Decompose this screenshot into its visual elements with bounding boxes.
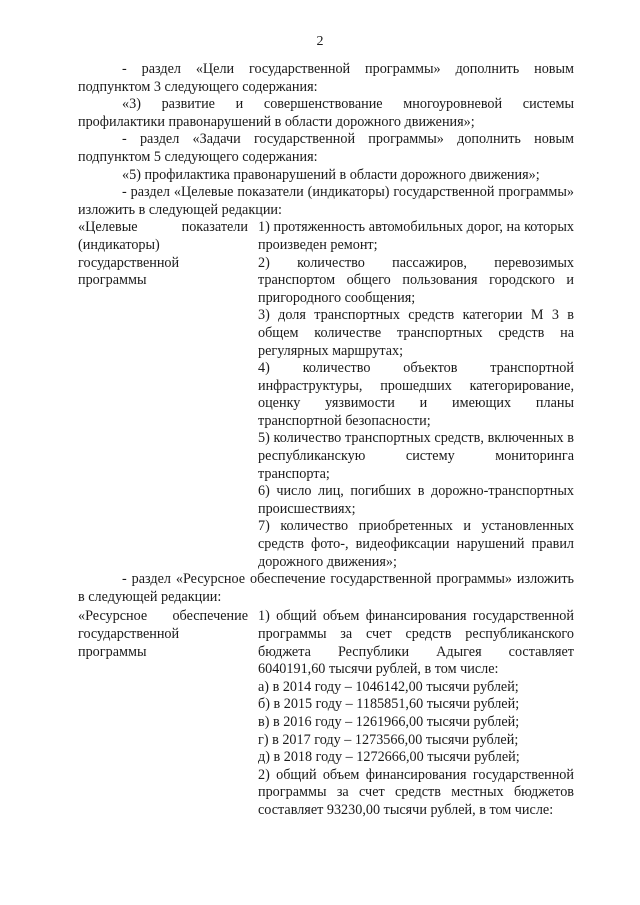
- resource-item: 1) общий объем финансирования государственной программы за счет средств республиканского бюджета Республики Адыгея составляет 6040191,60 тысячи рублей, в том числе:: [258, 608, 574, 678]
- resource-item: б) в 2015 году – 1185851,60 тысячи рублей;: [258, 696, 520, 713]
- page-number: 2: [316, 34, 324, 49]
- intro-paragraph: «5) профилактика правонарушений в области дорожного движения»;: [122, 166, 540, 183]
- resources-intro-paragraph: - раздел «Ресурсное обеспечение государственной программы» изложить в следующей редакции:: [78, 571, 574, 605]
- target-item: 3) доля транспортных средств категории М 3 в общем количестве транспортных средств на регулярных маршрутах;: [258, 307, 574, 359]
- target-item: 2) количество пассажиров, перевозимых транспортом общего пользования городского и пригородного сообщения;: [258, 254, 574, 306]
- targets-values: [258, 219, 574, 571]
- resource-item: а) в 2014 году – 1046142,00 тысячи рублей;: [258, 678, 519, 695]
- resource-item: в) в 2016 году – 1261966,00 тысячи рублей;: [258, 713, 520, 730]
- target-item: 7) количество приобретенных и установленных средств фото-, видеофиксации нарушений правил дорожного движения»;: [258, 518, 574, 570]
- resource-item: г) в 2017 году – 1273566,00 тысячи рублей;: [258, 731, 519, 748]
- target-item: 6) число лиц, погибших в дорожно-транспортных происшествиях;: [258, 483, 574, 517]
- targets-table-row: [78, 219, 574, 571]
- resource-item: д) в 2018 году – 1272666,00 тысячи рублей;: [258, 749, 520, 766]
- target-item: 1) протяженность автомобильных дорог, на которых произведен ремонт;: [258, 219, 574, 253]
- target-item: 5) количество транспортных средств, включенных в республиканскую систему мониторинга транспорта;: [258, 430, 574, 482]
- targets-label: «Целевые показатели (индикаторы) государственной программы: [78, 219, 248, 289]
- document-body: [78, 61, 574, 820]
- target-item: 4) количество объектов транспортной инфраструктуры, прошедших категорирование, оценку уязвимости и имеющих планы транспортной безопасности;: [258, 360, 574, 429]
- resource-item: 2) общий объем финансирования государственной программы за счет средств местных бюджетов составляет 93230,00 тысячи рублей, в том числе:: [258, 766, 574, 818]
- resources-label: «Ресурсное обеспечение государственной программы: [78, 608, 248, 660]
- resources-values: [258, 608, 574, 819]
- intro-paragraph: - раздел «Цели государственной программы» дополнить новым подпунктом 3 следующего содержания:: [78, 61, 574, 95]
- intro-paragraph: - раздел «Целевые показатели (индикаторы) государственной программы» изложить в следующей редакции:: [78, 184, 574, 218]
- intro-paragraph: - раздел «Задачи государственной программы» дополнить новым подпунктом 5 следующего содержания:: [78, 131, 574, 165]
- resources-table-row: [78, 608, 574, 819]
- intro-paragraph: «3) развитие и совершенствование многоуровневой системы профилактики правонарушений в области дорожного движения»;: [78, 96, 574, 130]
